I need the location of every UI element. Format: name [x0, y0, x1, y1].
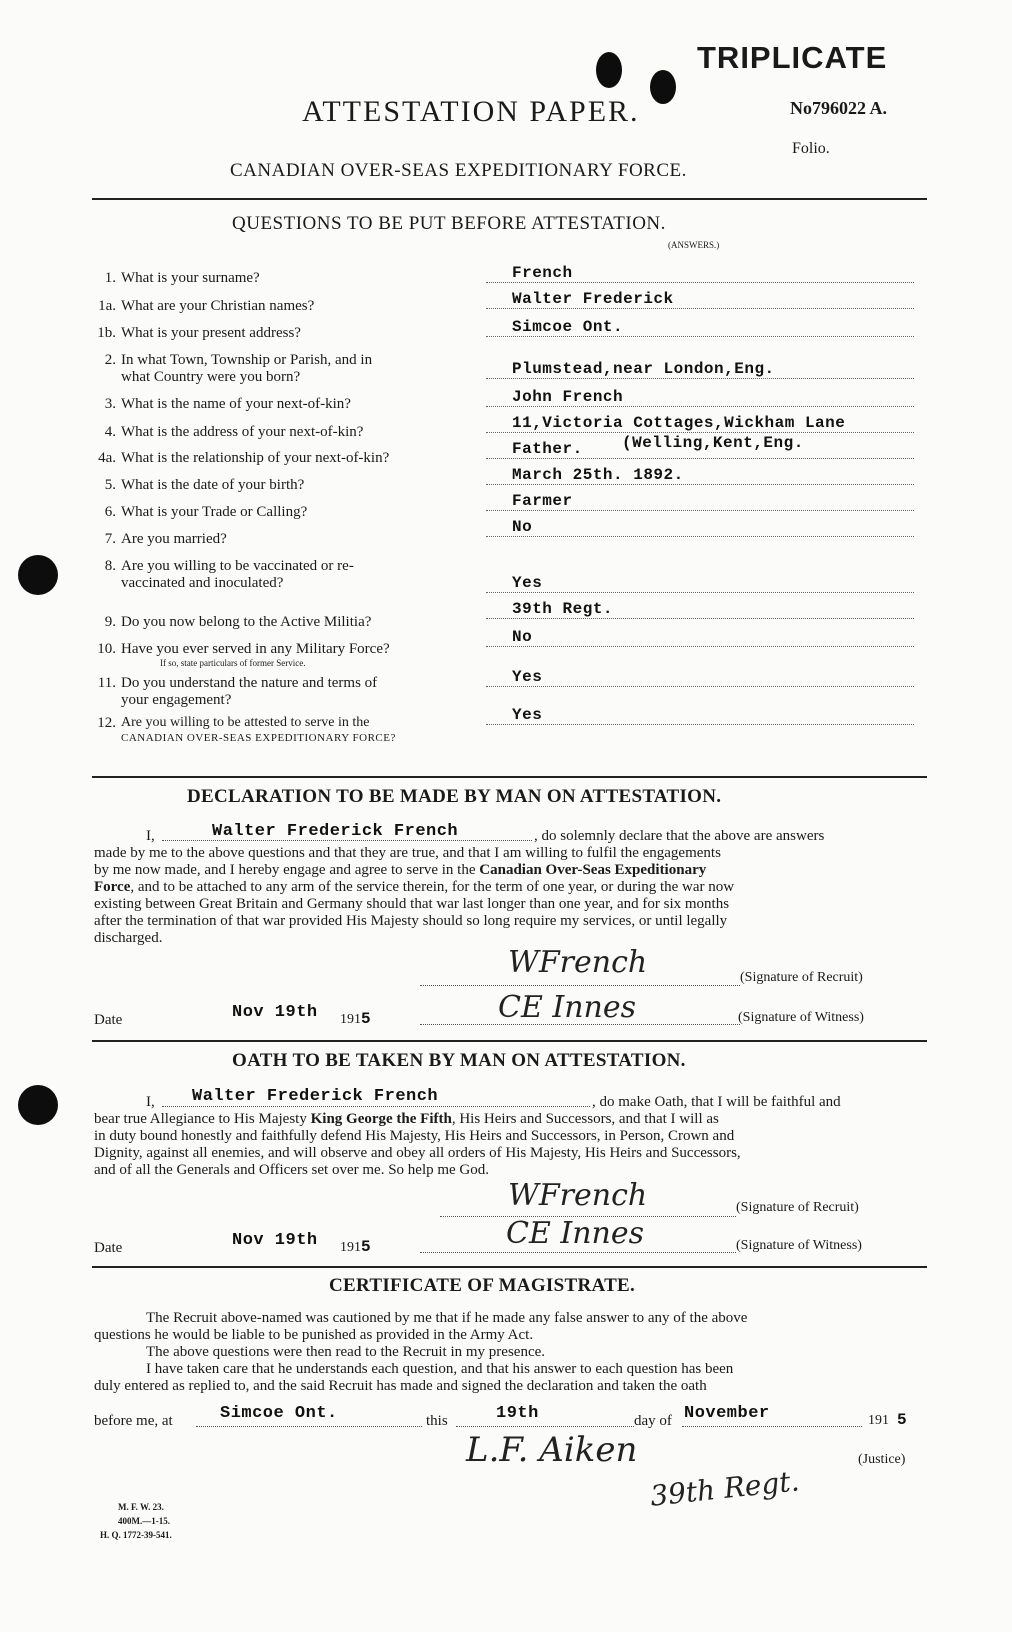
page-title: ATTESTATION PAPER.: [302, 95, 640, 128]
certificate-month: November: [684, 1404, 770, 1423]
question-number: 2.: [104, 352, 116, 368]
oath-witness-signature: CE Innes: [506, 1216, 645, 1251]
oath-recruit-signature: WFrench: [508, 1178, 648, 1213]
declaration-witness-signature: CE Innes: [498, 990, 637, 1025]
answer-text: John French: [512, 388, 624, 406]
oath-line5: and of all the Generals and Officers set over me. So help me God.: [94, 1162, 490, 1178]
punch-hole: [18, 555, 58, 595]
declaration-line5: existing between Great Britain and Germany should that war last longer than one year, and for six months: [94, 896, 730, 912]
declaration-title: DECLARATION TO BE MADE BY MAN ON ATTESTATION.: [187, 786, 722, 807]
question-number: 4.: [104, 424, 116, 440]
question-text: Are you married?: [121, 531, 227, 547]
oath-line2-c: , His Heirs and Successors, and that I will as: [451, 1111, 719, 1127]
certificate-line3: The above questions were then read to the Recruit in my presence.: [146, 1344, 546, 1360]
declaration-recruit-label: (Signature of Recruit): [740, 970, 863, 985]
oath-recruit-label: (Signature of Recruit): [736, 1200, 859, 1215]
declaration-year: [340, 1010, 371, 1028]
certificate-before-label: before me, at: [94, 1413, 173, 1429]
oath-date: Nov 19th: [232, 1231, 318, 1250]
answer-text: Plumstead,near London,Eng.: [512, 360, 775, 378]
answer-text: Father.: [512, 440, 583, 458]
answer-line: [486, 592, 914, 593]
question-text: What is the address of your next-of-kin?: [121, 424, 364, 440]
question-number: 11.: [97, 675, 116, 691]
answer-line: [486, 686, 914, 687]
question-text-cont: vaccinated and inoculated?: [121, 575, 284, 591]
question-number: 1a.: [98, 298, 116, 314]
question-number: 6.: [104, 504, 116, 520]
question-number: 8.: [104, 558, 116, 574]
punch-hole: [18, 1085, 58, 1125]
answer-text-cont: (Welling,Kent,Eng.: [622, 434, 804, 452]
punch-hole: [650, 70, 676, 104]
form-number: No796022 A.: [790, 98, 888, 118]
answer-text: Yes: [512, 668, 543, 686]
oath-date-label: Date: [94, 1240, 123, 1256]
question-text: What is the date of your birth?: [121, 477, 305, 493]
question-number: 1.: [104, 270, 116, 286]
question-text-cont: CANADIAN OVER-SEAS EXPEDITIONARY FORCE?: [121, 732, 396, 744]
oath-line2: [94, 1111, 719, 1128]
question-text: What is your Trade or Calling?: [121, 504, 308, 520]
declaration-line4-b: , and to be attached to any arm of the service therein, for the term of one year, or during the war now: [130, 879, 735, 895]
question-text: What is your present address?: [121, 325, 301, 341]
question-note: If so, state particulars of former Service.: [160, 658, 306, 668]
oath-line2-a: bear true Allegiance to His Majesty: [94, 1111, 311, 1127]
question-number: 1b.: [97, 325, 116, 341]
declaration-line6: after the termination of that war provided His Majesty should so long require my services, or until legally: [94, 913, 728, 929]
folio-label: Folio.: [792, 140, 830, 157]
answer-line: [486, 536, 914, 537]
oath-year-digit: 5: [361, 1238, 372, 1256]
certificate-day-of-label: day of: [634, 1413, 672, 1429]
answer-text: 11,Victoria Cottages,Wickham Lane: [512, 414, 846, 432]
declaration-name: Walter Frederick French: [212, 822, 459, 841]
answer-text: Walter Frederick: [512, 290, 674, 308]
declaration-date-label: Date: [94, 1012, 123, 1028]
question-text: What is the name of your next-of-kin?: [121, 396, 351, 412]
declaration-rule: [92, 1040, 927, 1042]
oath-year: [340, 1238, 371, 1256]
certificate-place: Simcoe Ont.: [220, 1404, 338, 1423]
oath-rule: [92, 1266, 927, 1268]
answer-text: French: [512, 264, 573, 282]
answer-text: No: [512, 628, 533, 646]
certificate-line2: questions he would be liable to be punished as provided in the Army Act.: [94, 1327, 534, 1343]
question-number: 10.: [97, 641, 116, 657]
declaration-line2: made by me to the above questions and that they are true, and that I am willing to fulfil the engagements: [94, 845, 721, 861]
question-text: Are you willing to be vaccinated or re-: [121, 558, 354, 574]
certificate-year: [868, 1411, 907, 1429]
answer-line: [486, 510, 914, 511]
footer-line2: 400M.—1-15.: [118, 1516, 170, 1526]
certificate-line4: I have taken care that he understands each question, and that his answer to each question has been: [146, 1361, 734, 1377]
answer-line: [486, 484, 914, 485]
declaration-line4-a: Force: [94, 879, 131, 895]
oath-line3: in duty bound honestly and faithfully defend His Majesty, His Heirs and Successors, in Person, Crown and: [94, 1128, 735, 1144]
declaration-year-prefix: 191: [340, 1012, 361, 1027]
question-text: Do you now belong to the Active Militia?: [121, 614, 372, 630]
declaration-i: I,: [146, 828, 155, 844]
question-number: 4a.: [98, 450, 116, 466]
footer-line1: M. F. W. 23.: [118, 1502, 164, 1512]
certificate-year-digit: 5: [897, 1411, 908, 1429]
question-text: What is your surname?: [121, 270, 260, 286]
question-text: In what Town, Township or Parish, and in: [121, 352, 373, 368]
declaration-date: Nov 19th: [232, 1003, 318, 1022]
questions-title: QUESTIONS TO BE PUT BEFORE ATTESTATION.: [232, 213, 666, 234]
oath-year-prefix: 191: [340, 1240, 361, 1255]
answer-line: [486, 724, 914, 725]
oath-line1: , do make Oath, that I will be faithful and: [592, 1094, 841, 1110]
answer-text: Yes: [512, 574, 543, 592]
question-text: What is the relationship of your next-of-kin?: [121, 450, 390, 466]
punch-hole: [596, 52, 622, 88]
declaration-recruit-signature: WFrench: [508, 945, 648, 980]
answer-line: [486, 336, 914, 337]
question-text-cont: your engagement?: [121, 692, 232, 708]
answer-line: [486, 406, 914, 407]
oath-line2-b: King George the Fifth: [310, 1111, 452, 1127]
declaration-witness-label: (Signature of Witness): [738, 1010, 864, 1025]
question-number: 7.: [104, 531, 116, 547]
answer-line: [486, 618, 914, 619]
answer-line: [486, 646, 914, 647]
question-text: Are you willing to be attested to serve in the: [121, 715, 370, 730]
declaration-line1: , do solemnly declare that the above are answers: [534, 828, 825, 844]
declaration-line4: [94, 879, 734, 896]
oath-witness-label: (Signature of Witness): [736, 1238, 862, 1253]
question-number: 9.: [104, 614, 116, 630]
question-text: Have you ever served in any Military Force?: [121, 641, 390, 657]
question-number: 3.: [104, 396, 116, 412]
force-subtitle: CANADIAN OVER-SEAS EXPEDITIONARY FORCE.: [230, 160, 687, 181]
question-text: What are your Christian names?: [121, 298, 315, 314]
certificate-justice-label: (Justice): [858, 1452, 906, 1467]
declaration-year-digit: 5: [361, 1010, 372, 1028]
answer-line: [486, 308, 914, 309]
answer-text: March 25th. 1892.: [512, 466, 684, 484]
answer-line: [486, 282, 914, 283]
certificate-year-prefix: 191: [868, 1413, 889, 1428]
questions-rule: [92, 776, 927, 778]
declaration-line3-b: Canadian Over-Seas Expeditionary: [479, 862, 707, 878]
certificate-line1: The Recruit above-named was cautioned by me that if he made any false answer to any of the above: [146, 1310, 748, 1326]
question-text: Do you understand the nature and terms of: [121, 675, 378, 691]
certificate-this-label: this: [426, 1413, 448, 1429]
oath-name: Walter Frederick French: [192, 1087, 439, 1106]
answer-text: 39th Regt.: [512, 600, 614, 618]
certificate-line5: duly entered as replied to, and the said Recruit has made and signed the declaration and taken the oath: [94, 1378, 707, 1394]
oath-title: OATH TO BE TAKEN BY MAN ON ATTESTATION.: [232, 1050, 686, 1071]
declaration-line7: discharged.: [94, 930, 163, 946]
footer-line3: H. Q. 1772-39-541.: [100, 1530, 172, 1540]
certificate-day: 19th: [496, 1404, 539, 1423]
regt-note: 39th Regt.: [648, 1464, 801, 1513]
answer-line: [486, 378, 914, 379]
oath-line4: Dignity, against all enemies, and will observe and obey all orders of His Majesty, His Heirs and Successors,: [94, 1145, 741, 1161]
answer-line: [486, 458, 914, 459]
answers-label: (ANSWERS.): [668, 240, 720, 250]
declaration-line3: [94, 862, 706, 879]
certificate-title: CERTIFICATE OF MAGISTRATE.: [329, 1275, 636, 1296]
question-number: 12.: [97, 715, 116, 731]
header-rule: [92, 198, 927, 200]
answer-line: [486, 432, 914, 433]
triplicate-stamp: TRIPLICATE: [697, 40, 888, 75]
answer-text: Farmer: [512, 492, 573, 510]
answer-text: No: [512, 518, 533, 536]
magistrate-signature: L.F. Aiken: [466, 1430, 638, 1470]
question-text-cont: what Country were you born?: [121, 369, 301, 385]
answer-text: Yes: [512, 706, 543, 724]
oath-i: I,: [146, 1094, 155, 1110]
answer-text: Simcoe Ont.: [512, 318, 624, 336]
declaration-line3-a: by me now made, and I hereby engage and agree to serve in the: [94, 862, 480, 878]
question-number: 5.: [104, 477, 116, 493]
